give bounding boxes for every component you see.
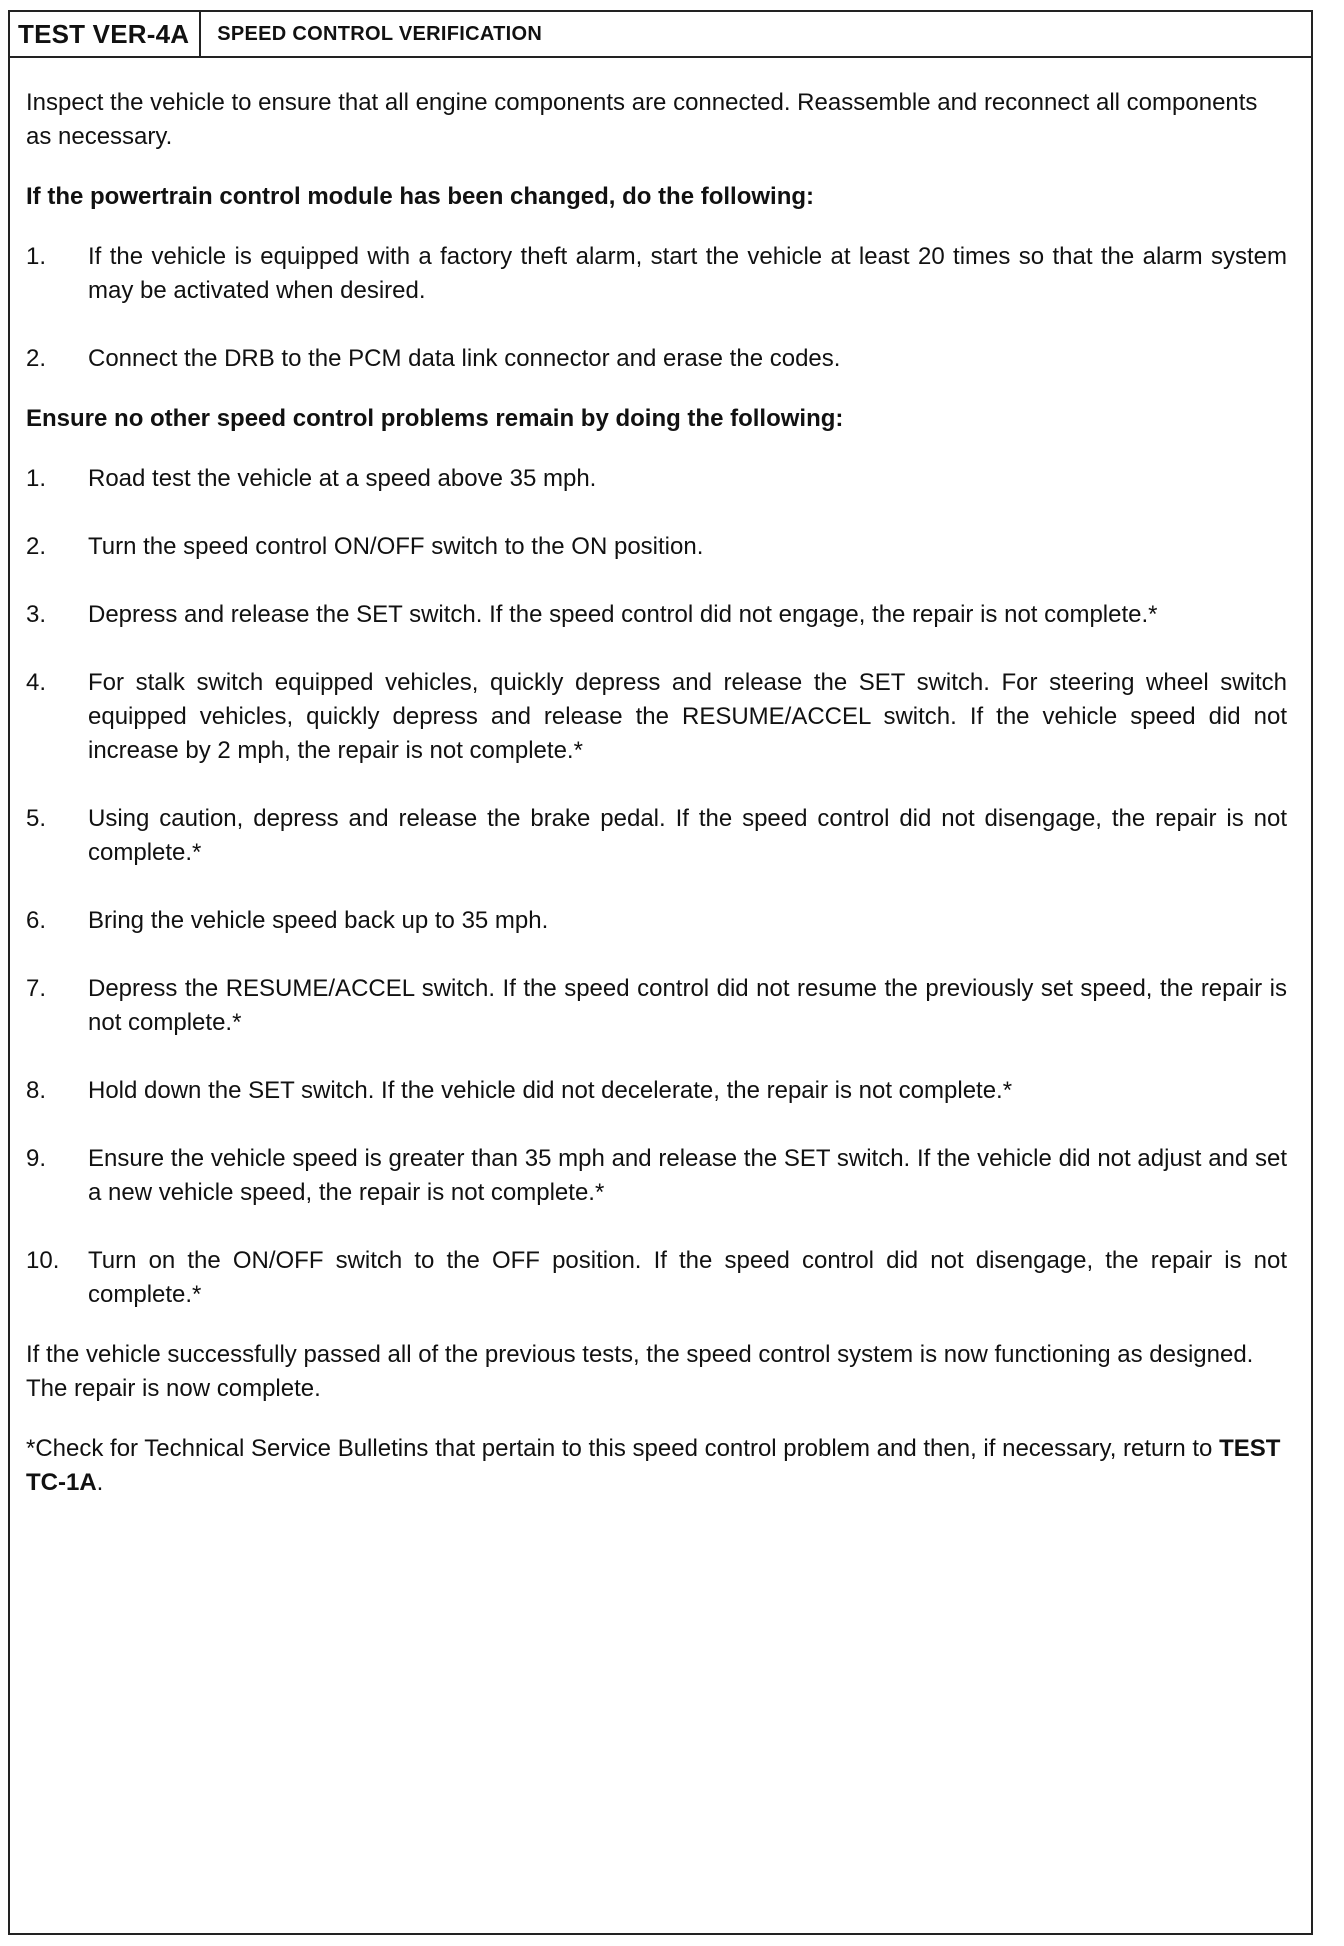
pcm-steps-list <box>26 240 1287 376</box>
test-title: SPEED CONTROL VERIFICATION <box>217 22 543 45</box>
step-number: 1. <box>26 243 47 270</box>
list-item <box>26 666 1287 768</box>
step-number: 9. <box>26 1145 47 1172</box>
step-number: 10. <box>26 1247 60 1274</box>
step-number: 3. <box>26 601 47 628</box>
list-item <box>26 1142 1287 1210</box>
test-id: TEST VER-4A <box>10 12 201 56</box>
pcm-section-heading: If the powertrain control module has been changed, do the following: <box>26 183 815 210</box>
verify-section-heading: Ensure no other speed control problems remain by doing the following: <box>26 405 844 432</box>
footnote-text: *Check for Technical Service Bulletins that pertain to this speed control problem and then, if necessary, return to <box>26 1435 1220 1462</box>
intro-paragraph: Inspect the vehicle to ensure that all engine components are connected. Reassemble and reconnect all components as necessary. <box>26 89 1258 150</box>
list-item <box>26 972 1287 1040</box>
step-text: Using caution, depress and release the brake pedal. If the speed control did not disengage, the repair is not complete.* <box>88 805 1287 866</box>
list-item <box>26 1074 1287 1108</box>
step-text: Ensure the vehicle speed is greater than 35 mph and release the SET switch. If the vehicle did not adjust and set a new vehicle speed, the repair is not complete.* <box>88 1145 1287 1206</box>
list-item <box>26 802 1287 870</box>
step-number: 4. <box>26 669 47 696</box>
step-text: Bring the vehicle speed back up to 35 mph. <box>88 907 549 934</box>
list-item <box>26 530 1287 564</box>
step-text: Depress and release the SET switch. If the speed control did not engage, the repair is not complete.* <box>88 601 1158 628</box>
step-text: Road test the vehicle at a speed above 35 mph. <box>88 465 597 492</box>
footnote-end: . <box>96 1469 104 1496</box>
conclusion-paragraph: If the vehicle successfully passed all of the previous tests, the speed control system is now functioning as designed. The repair is now complete. <box>26 1341 1254 1402</box>
sheet-header <box>10 12 1311 58</box>
list-item <box>26 598 1287 632</box>
list-item <box>26 240 1287 308</box>
step-number: 1. <box>26 465 47 492</box>
step-text: Turn on the ON/OFF switch to the OFF position. If the speed control did not disengage, the repair is not complete.* <box>88 1247 1287 1308</box>
test-procedure-sheet <box>8 10 1313 1935</box>
list-item <box>26 1244 1287 1312</box>
step-number: 2. <box>26 345 47 372</box>
step-number: 8. <box>26 1077 47 1104</box>
step-number: 2. <box>26 533 47 560</box>
step-number: 6. <box>26 907 47 934</box>
step-text: Turn the speed control ON/OFF switch to the ON position. <box>88 533 704 560</box>
sheet-body <box>10 58 1311 1500</box>
list-item <box>26 904 1287 938</box>
test-reference-link[interactable]: TEST TC-1A <box>26 1435 1281 1496</box>
footnote <box>26 1432 1287 1500</box>
list-item <box>26 342 1287 376</box>
step-number: 5. <box>26 805 47 832</box>
step-text: If the vehicle is equipped with a factory theft alarm, start the vehicle at least 20 times so that the alarm system may be activated when desired. <box>88 243 1287 304</box>
step-text: For stalk switch equipped vehicles, quickly depress and release the SET switch. For steering wheel switch equipped vehicles, quickly depress and release the RESUME/ACCEL switch. If the vehicle speed did not increase by 2 mph, the repair is not complete.* <box>88 669 1287 764</box>
step-text: Connect the DRB to the PCM data link connector and erase the codes. <box>88 345 841 372</box>
step-text: Depress the RESUME/ACCEL switch. If the speed control did not resume the previously set speed, the repair is not complete.* <box>88 975 1287 1036</box>
verify-steps-list <box>26 462 1287 1312</box>
step-number: 7. <box>26 975 47 1002</box>
step-text: Hold down the SET switch. If the vehicle did not decelerate, the repair is not complete.* <box>88 1077 1013 1104</box>
list-item <box>26 462 1287 496</box>
